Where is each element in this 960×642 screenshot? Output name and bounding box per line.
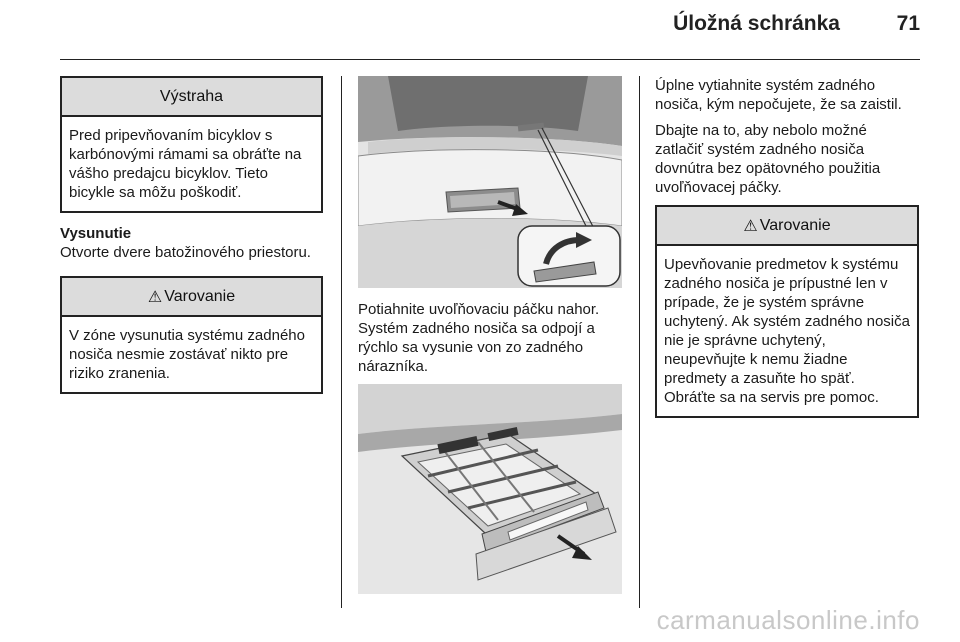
- section-text: Otvorte dvere batožinového priestoru.: [60, 244, 311, 261]
- right-caution-box-title: Varovanie: [759, 216, 831, 234]
- caution-box-text: V zóne vysunutia systému zadného nosiča nesmie zostávať nikto pre riziko zranenia.: [69, 327, 305, 382]
- watermark: carmanualsonline.info: [656, 605, 920, 635]
- right-text-2: Dbajte na to, aby nebolo možné zatlačiť systém zadného nosiča dovnútra bez opätovného použitia uvoľňovacej páčky.: [655, 122, 881, 196]
- section-title: Vysunutie: [60, 225, 132, 242]
- column-divider-1: [341, 76, 342, 608]
- column-divider-2: [639, 76, 640, 608]
- caution-box-header: [62, 278, 321, 317]
- caution-box-title: Varovanie: [164, 287, 236, 305]
- middle-column: [358, 76, 622, 594]
- page-title: Úložná schránka: [673, 12, 840, 35]
- page-number: 71: [896, 12, 920, 35]
- right-text-1: Úplne vytiahnite systém zadného nosiča, kým nepočujete, že sa zaistil.: [655, 77, 902, 113]
- right-caution-box-header: [657, 207, 917, 246]
- carrier-extended-illustration: [358, 384, 622, 594]
- release-lever-illustration: [358, 76, 622, 288]
- warning-box-title: Výstraha: [62, 78, 321, 117]
- warning-box-text: Pred pripevňovaním bicyklov s karbónovými rámami sa obráťte na vášho predajcu bicyklov. Tieto bicykle sa môžu poškodiť.: [69, 127, 302, 201]
- caution-box: [60, 276, 323, 394]
- right-column: [655, 76, 919, 418]
- warning-box: [60, 76, 323, 213]
- header-divider: [60, 59, 920, 60]
- warning-triangle-icon: ⚠: [743, 217, 758, 235]
- right-caution-box-text: Upevňovanie predmetov k systému zadného nosiča je prípustné len v prípade, že je systém správne uchytený. Ak systém zadného nosiča nie je správne uchytený, neupevňujte k nemu žiadne predmety a zasuňte ho späť. Obráťte sa na servis pre pomoc.: [664, 256, 910, 406]
- middle-text: Potiahnite uvoľňovaciu páčku nahor. Systém zadného nosiča sa odpojí a rýchlo sa vysunie von zo zadného nárazníka.: [358, 301, 600, 375]
- right-caution-box: [655, 205, 919, 418]
- left-column: [60, 76, 323, 394]
- warning-triangle-icon: ⚠: [147, 288, 163, 306]
